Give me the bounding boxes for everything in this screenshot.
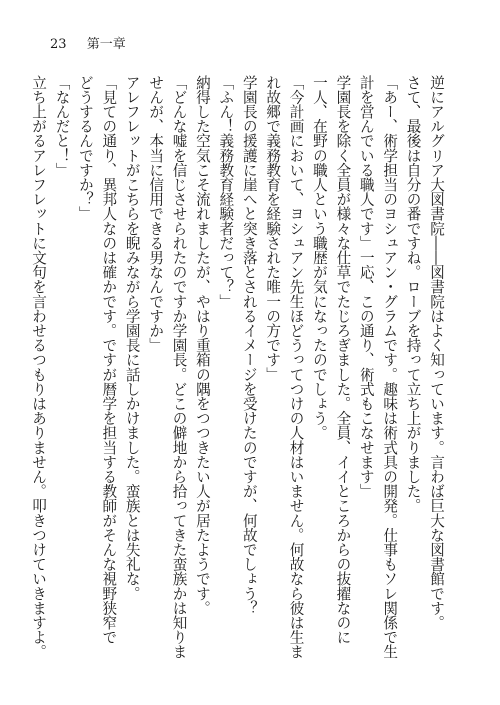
- text-line-8: れ故郷で義務教育を経験された唯一の方です」: [264, 75, 282, 382]
- text-line-4: 計を営んでいる職人です」一応、この通り、術式もこなせます」: [357, 75, 375, 499]
- chapter-title: 第一章: [86, 37, 126, 52]
- text-line-10: 「ふん！義務教育経験者だって？」: [217, 75, 235, 309]
- page-header: [50, 33, 126, 52]
- page-number: 23: [50, 37, 67, 52]
- text-line-13: せんが、本当に信用できる男なんですか」: [147, 75, 165, 353]
- text-line-6: 一人、在野の職人という職歴が気になったのでしょう。: [310, 75, 328, 440]
- text-line-16: どうするんですか？」: [76, 75, 94, 221]
- text-line-15: 「見ての通り、異邦人なのは確かです。ですが暦学を担当する教師がそんな視野狭窄で: [100, 75, 118, 645]
- text-line-14: アレフレットがこちらを睨みながら学園長に話しかけました。蛮族とは失礼な。: [123, 75, 141, 601]
- text-line-11: 納得した空気こそ流れましたが、やはり重箱の隅をつつきたい人が居たようです。: [193, 75, 211, 616]
- text-line-7: 「今計画において、ヨシュアン先生ほどうってつけの人材はいません。何故なら彼は生ま: [287, 75, 305, 659]
- text-line-5: 学園長を除く全員が様々な仕草でたじろぎました。全員、イイところからの抜擢なのに: [334, 75, 352, 645]
- text-line-1: 逆にアルグリア大図書院――図書院はよく知っています。言わば巨大な図書館です。: [428, 75, 445, 630]
- vertical-text-body: [27, 75, 448, 657]
- text-line-9: 学園長の援護に崖へと突き落とされるイメージを受けたのですが、何故でしょう？: [240, 75, 258, 616]
- text-line-3: 「あー、術学担当のヨシュアン・グラムです。趣味は術式具の開発。仕事もソレ関係で生: [381, 75, 399, 659]
- text-line-17: 「なんだと！」: [53, 75, 71, 178]
- text-line-2: さて、最後は自分の番ですね。ローブを持って立ち上がりました。: [404, 75, 422, 513]
- text-line-18: 立ち上がるアレフレットに文句を言わせるつもりはありません。叩きつけていきますよ。: [30, 75, 48, 659]
- text-line-12: 「どんな嘘を信じさせられたのですか学園長。どこの僻地から拾ってきた蛮族かは知りま: [170, 75, 188, 659]
